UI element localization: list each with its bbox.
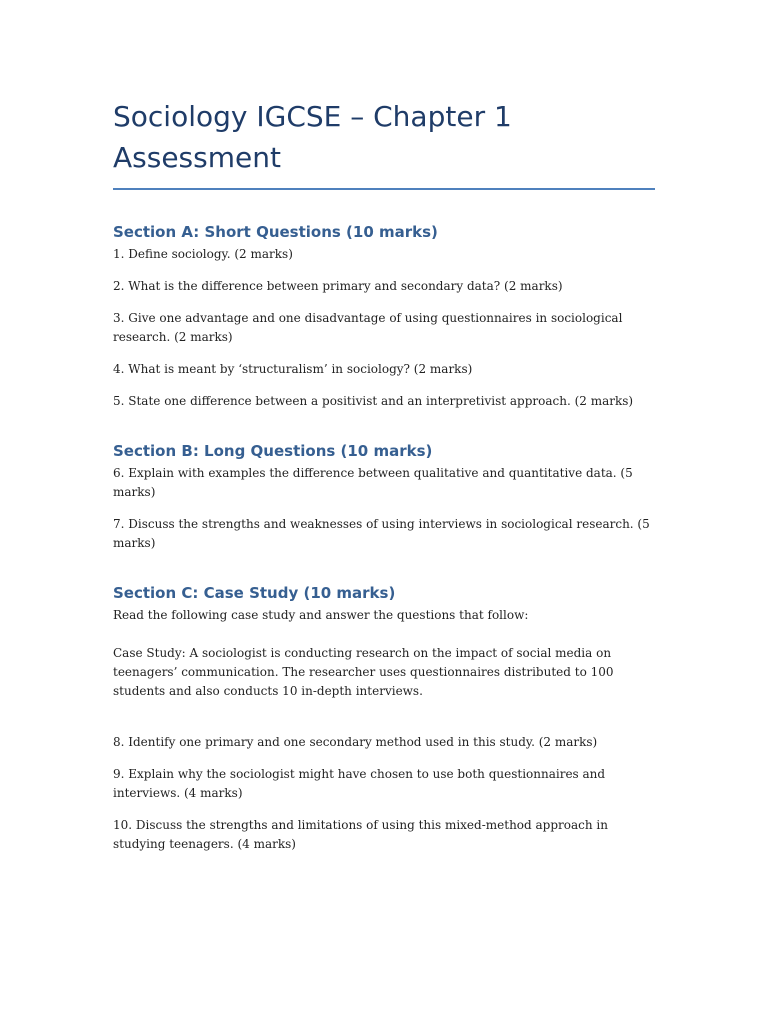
question-7: 7. Discuss the strengths and weaknesses of using interviews in sociological research. (5 marks)	[113, 517, 650, 550]
document-page	[113, 96, 655, 854]
case-study-intro: Read the following case study and answer the questions that follow:	[113, 608, 529, 622]
section-b-heading: Section B: Long Questions (10 marks)	[113, 442, 433, 460]
question-6: 6. Explain with examples the difference between qualitative and quantitative data. (5 marks)	[113, 466, 633, 499]
question-10: 10. Discuss the strengths and limitations of using this mixed-method approach in studying teenagers. (4 marks)	[113, 818, 608, 851]
question-3: 3. Give one advantage and one disadvantage of using questionnaires in sociological research. (2 marks)	[113, 311, 623, 344]
question-5: 5. State one difference between a positivist and an interpretivist approach. (2 marks)	[113, 394, 634, 408]
question-4: 4. What is meant by ‘structuralism’ in sociology? (2 marks)	[113, 362, 473, 376]
section-a-heading: Section A: Short Questions (10 marks)	[113, 223, 438, 241]
question-8: 8. Identify one primary and one secondary method used in this study. (2 marks)	[113, 735, 598, 749]
question-2: 2. What is the difference between primary and secondary data? (2 marks)	[113, 279, 563, 293]
question-9: 9. Explain why the sociologist might have chosen to use both questionnaires and interviews. (4 marks)	[113, 767, 606, 800]
question-1: 1. Define sociology. (2 marks)	[113, 247, 293, 261]
document-title: Sociology IGCSE – Chapter 1 Assessment	[113, 100, 512, 174]
case-study-text: Case Study: A sociologist is conducting research on the impact of social media on teenagers’ communication. The researcher uses questionnaires distributed to 100 students and also conducts 10 in-depth interviews.	[113, 646, 614, 698]
title-underline	[113, 188, 655, 190]
section-c-heading: Section C: Case Study (10 marks)	[113, 584, 396, 602]
